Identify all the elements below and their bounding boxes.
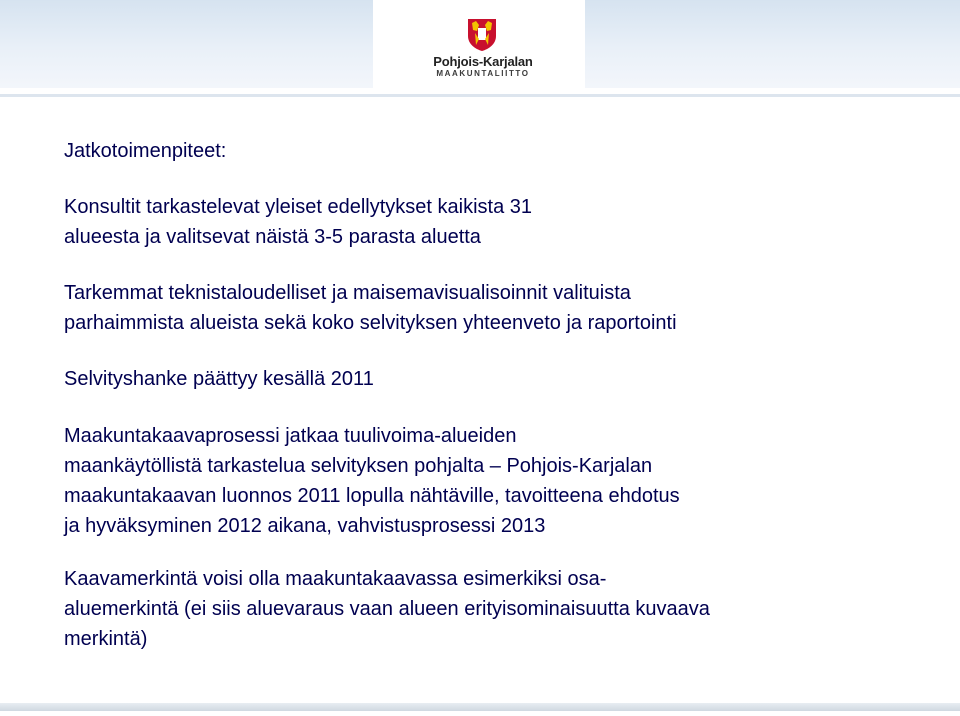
text-line: Selvityshanke päättyy kesällä 2011: [64, 368, 374, 390]
text-line: Kaavamerkintä voisi olla maakuntakaavassa esimerkiksi osa-: [64, 568, 607, 590]
text-line: maankäytöllistä tarkastelua selvityksen pohjalta – Pohjois-Karjalan: [64, 455, 653, 477]
text-line: Konsultit tarkastelevat yleiset edellytykset kaikista 31: [64, 196, 532, 218]
footer-divider: [0, 703, 960, 711]
paragraph-project-end: [64, 364, 944, 394]
text-line: alueesta ja valitsevat näistä 3-5 parasta aluetta: [64, 226, 481, 248]
text-line: Tarkemmat teknistaloudelliset ja maisemavisualisoinnit valituista: [64, 282, 631, 304]
text-line: maakuntakaavan luonnos 2011 lopulla nähtäville, tavoitteena ehdotus: [64, 485, 680, 507]
header-divider: [0, 94, 960, 97]
header-tile: [103, 0, 373, 88]
logo-name: Pohjois-Karjalan: [433, 54, 533, 69]
text-line: parhaimmista alueista sekä koko selvityksen yhteenveto ja raportointi: [64, 312, 677, 334]
header-tile: [0, 0, 103, 88]
slide-heading: Jatkotoimenpiteet:: [64, 140, 227, 162]
header-band: [0, 0, 960, 97]
paragraph-consultants: [64, 192, 944, 252]
paragraph-visualisations: [64, 278, 944, 338]
crest-icon: [467, 18, 497, 52]
pohjois-karjala-logo: [428, 18, 538, 78]
paragraph-plan-marking: [64, 564, 944, 654]
paragraph-planning-process: [64, 421, 944, 541]
logo-subtitle: MAAKUNTALIITTO: [436, 69, 530, 78]
text-line: Maakuntakaavaprosessi jatkaa tuulivoima-alueiden: [64, 425, 517, 447]
text-line: ja hyväksyminen 2012 aikana, vahvistusprosessi 2013: [64, 515, 546, 537]
header-tile: [585, 0, 960, 88]
text-line: merkintä): [64, 628, 148, 650]
text-line: aluemerkintä (ei siis aluevaraus vaan alueen erityisominaisuutta kuvaava: [64, 598, 710, 620]
